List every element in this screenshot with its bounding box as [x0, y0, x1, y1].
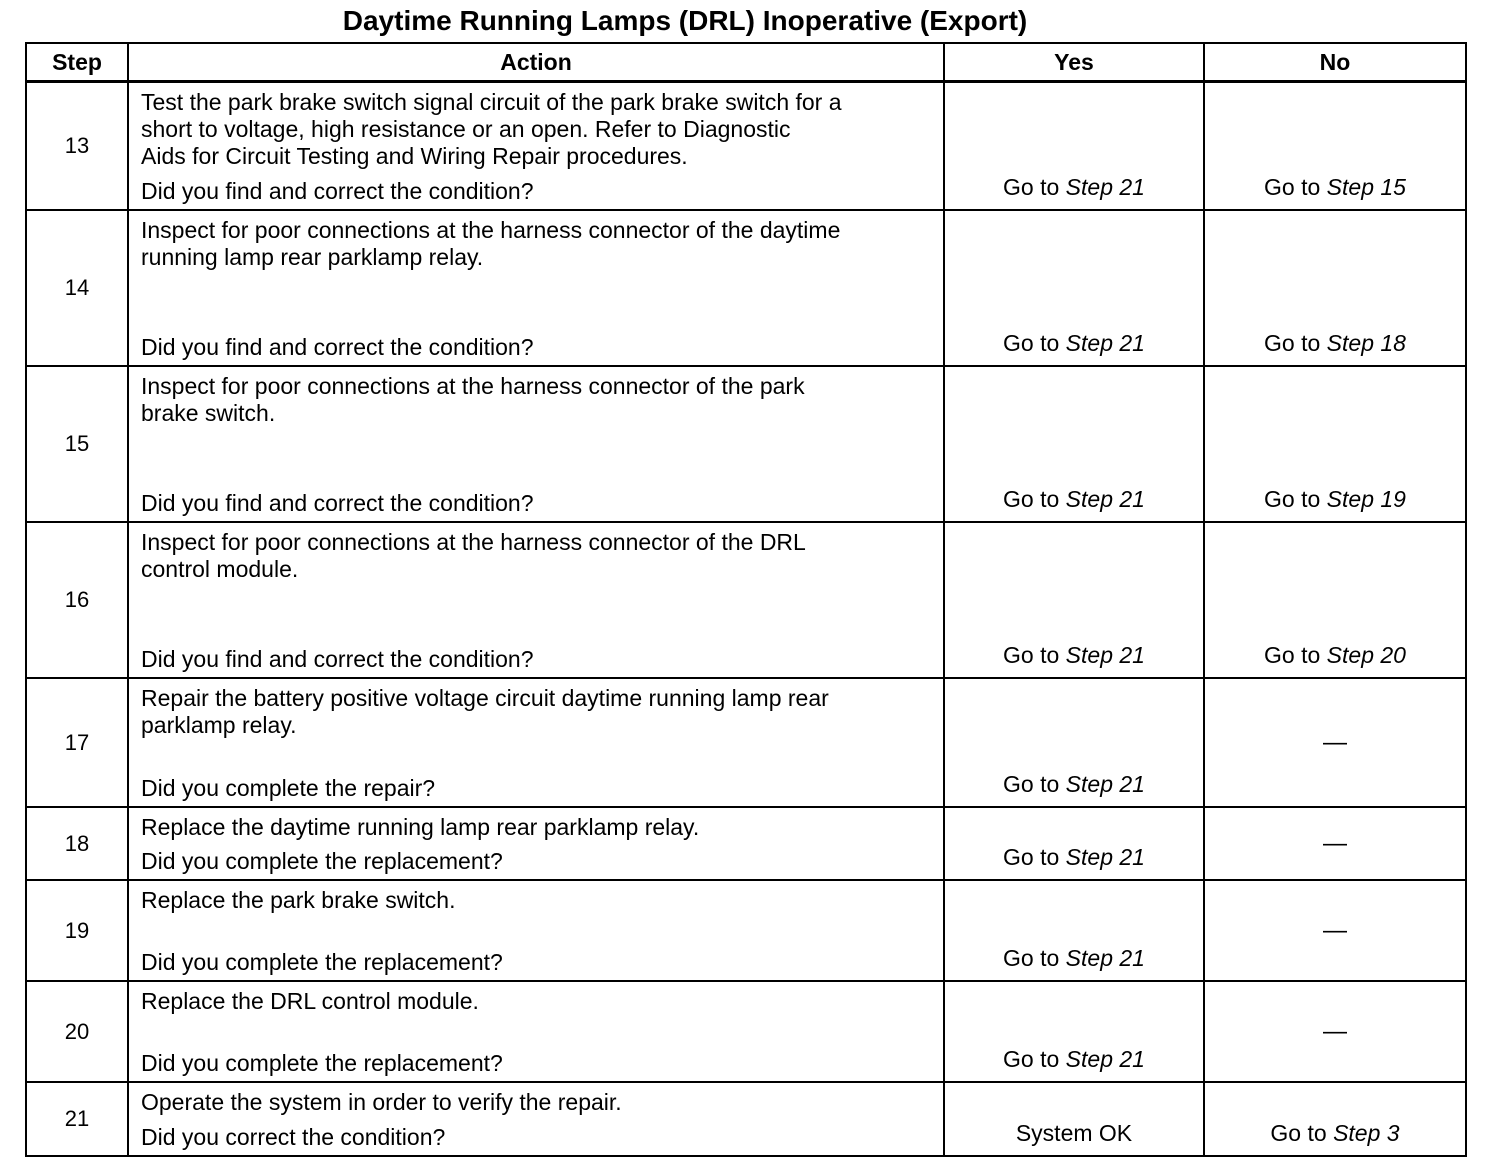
page-title: Daytime Running Lamps (DRL) Inoperative (Export)	[342, 5, 1028, 36]
action-cell	[128, 981, 944, 1082]
step-number: 14	[26, 210, 128, 366]
no-prefix: Go to	[1264, 330, 1327, 356]
yes-step-ref: Step 21	[1065, 844, 1145, 870]
yes-cell	[944, 807, 1204, 880]
no-dash: —	[1323, 1017, 1347, 1045]
yes-step-ref: Step 21	[1065, 330, 1145, 356]
action-question: Did you complete the replacement?	[141, 949, 503, 975]
table-row	[26, 981, 1466, 1082]
step-number: 13	[26, 82, 128, 211]
step-number: 19	[26, 880, 128, 981]
no-step-ref: Step 15	[1326, 174, 1406, 200]
no-step-ref: Step 3	[1333, 1120, 1400, 1146]
header-yes: Yes	[944, 43, 1204, 82]
action-question: Did you find and correct the condition?	[141, 646, 534, 672]
action-text: Inspect for poor connections at the harness connector of the park brake switch.	[141, 373, 805, 426]
action-cell	[128, 807, 944, 880]
action-cell	[128, 210, 944, 366]
no-cell	[1204, 82, 1466, 211]
table-row	[26, 366, 1466, 522]
action-cell	[128, 366, 944, 522]
yes-text: System OK	[1015, 1120, 1133, 1146]
action-question: Did you correct the condition?	[141, 1124, 446, 1150]
no-prefix: Go to	[1264, 174, 1327, 200]
header-action: Action	[128, 43, 944, 82]
no-step-ref: Step 19	[1326, 486, 1406, 512]
action-text: Inspect for poor connections at the harness connector of the daytime running lamp rear parklamp relay.	[141, 217, 841, 270]
no-cell	[1204, 807, 1466, 880]
table-row	[26, 210, 1466, 366]
action-text: Replace the DRL control module.	[141, 988, 479, 1014]
diagnostic-table	[25, 42, 1467, 1157]
yes-cell	[944, 678, 1204, 807]
yes-prefix: Go to	[1003, 486, 1066, 512]
yes-prefix: Go to	[1003, 330, 1066, 356]
action-question: Did you complete the replacement?	[141, 848, 503, 874]
no-dash: —	[1323, 916, 1347, 944]
no-prefix: Go to	[1264, 486, 1327, 512]
yes-step-ref: Step 21	[1065, 642, 1145, 668]
action-cell	[128, 1082, 944, 1156]
action-text: Replace the park brake switch.	[141, 887, 456, 913]
action-question: Did you find and correct the condition?	[141, 178, 534, 204]
action-text: Replace the daytime running lamp rear parklamp relay.	[141, 814, 700, 840]
no-cell	[1204, 880, 1466, 981]
no-step-ref: Step 18	[1326, 330, 1406, 356]
action-cell	[128, 82, 944, 211]
no-cell	[1204, 210, 1466, 366]
no-cell	[1204, 1082, 1466, 1156]
header-no: No	[1204, 43, 1466, 82]
no-dash: —	[1323, 829, 1347, 857]
action-cell	[128, 880, 944, 981]
action-text: Inspect for poor connections at the harness connector of the DRL control module.	[141, 529, 806, 582]
action-question: Did you find and correct the condition?	[141, 490, 534, 516]
no-cell	[1204, 981, 1466, 1082]
table-row	[26, 522, 1466, 678]
yes-cell	[944, 366, 1204, 522]
table-row	[26, 82, 1466, 211]
yes-cell	[944, 82, 1204, 211]
table-row	[26, 807, 1466, 880]
yes-step-ref: Step 21	[1065, 1046, 1145, 1072]
yes-step-ref: Step 21	[1065, 771, 1145, 797]
yes-prefix: Go to	[1003, 771, 1066, 797]
yes-prefix: Go to	[1003, 844, 1066, 870]
action-text: Operate the system in order to verify the repair.	[141, 1089, 622, 1115]
yes-cell	[944, 981, 1204, 1082]
action-cell	[128, 678, 944, 807]
yes-prefix: Go to	[1003, 174, 1066, 200]
action-question: Did you complete the repair?	[141, 775, 436, 801]
step-number: 21	[26, 1082, 128, 1156]
table-header-row	[26, 43, 1466, 82]
yes-cell	[944, 880, 1204, 981]
yes-cell	[944, 210, 1204, 366]
yes-cell	[944, 1082, 1204, 1156]
no-prefix: Go to	[1270, 1120, 1334, 1146]
table-row	[26, 678, 1466, 807]
yes-step-ref: Step 21	[1065, 945, 1145, 971]
step-number: 16	[26, 522, 128, 678]
step-number: 20	[26, 981, 128, 1082]
no-cell	[1204, 366, 1466, 522]
no-prefix: Go to	[1264, 642, 1327, 668]
action-text: Test the park brake switch signal circuit of the park brake switch for a short to voltage, high resistance or an open. Refer to Diagnostic Aids for Circuit Testing and Wiring Repair procedures.	[141, 89, 842, 169]
table-row	[26, 1082, 1466, 1156]
no-dash: —	[1323, 728, 1347, 756]
no-cell	[1204, 678, 1466, 807]
yes-cell	[944, 522, 1204, 678]
table-row	[26, 880, 1466, 981]
action-cell	[128, 522, 944, 678]
action-question: Did you find and correct the condition?	[141, 334, 534, 360]
yes-prefix: Go to	[1003, 1046, 1066, 1072]
yes-step-ref: Step 21	[1065, 174, 1145, 200]
no-cell	[1204, 522, 1466, 678]
step-number: 17	[26, 678, 128, 807]
action-text: Repair the battery positive voltage circuit daytime running lamp rear parklamp relay.	[141, 685, 829, 738]
header-step: Step	[26, 43, 128, 82]
yes-step-ref: Step 21	[1065, 486, 1145, 512]
step-number: 15	[26, 366, 128, 522]
action-question: Did you complete the replacement?	[141, 1050, 503, 1076]
step-number: 18	[26, 807, 128, 880]
no-step-ref: Step 20	[1326, 642, 1406, 668]
yes-prefix: Go to	[1003, 945, 1066, 971]
yes-prefix: Go to	[1003, 642, 1066, 668]
